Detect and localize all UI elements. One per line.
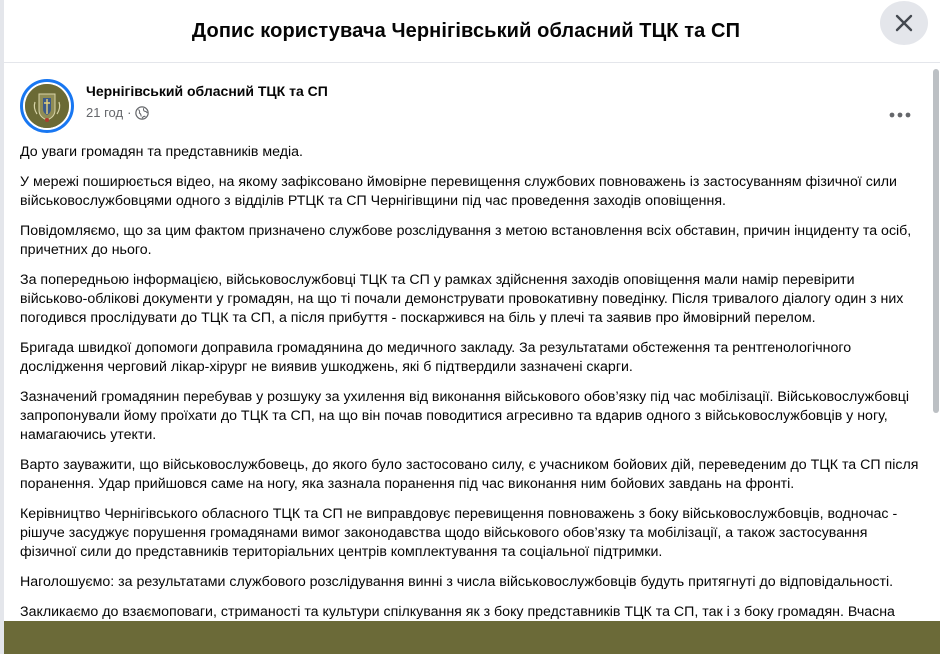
close-button[interactable] bbox=[880, 1, 928, 45]
post-paragraph: До уваги громадян та представників медіа. bbox=[20, 144, 303, 160]
avatar[interactable] bbox=[20, 79, 74, 133]
post-paragraph: У мережі поширюється відео, на якому зафіксовано ймовірне перевищення службових повноважень із застосуванням фізичної сили військовослужбовцями одного з відділів РТЦК та СП Чернігівщини під час проведення заходів оповіщення. bbox=[20, 174, 897, 209]
post-paragraph: Варто зауважити, що військовослужбовець, до якого було застосовано силу, є учасником бойових дій, переведеним до ТЦК та СП після поранення. Удар прийшовся саме на ногу, яка зазнала поранення під час виконання ним бойових завдань на фронті. bbox=[20, 457, 919, 492]
globe-icon bbox=[135, 106, 149, 120]
post-paragraph: Закликаємо до взаємоповаги, стриманості та культури спілкування як з боку представників ТЦК та СП, так і з боку громадян. Вчасна bbox=[20, 604, 895, 620]
post bbox=[4, 63, 932, 654]
emblem-icon bbox=[25, 84, 69, 128]
close-icon bbox=[894, 13, 914, 33]
post-paragraph: Повідомляємо, що за цим фактом призначено службове розслідування з метою встановлення всіх обставин, причин інциденту та осіб, причетних до нього. bbox=[20, 223, 912, 258]
post-header bbox=[20, 79, 920, 135]
more-options-button[interactable] bbox=[882, 97, 918, 133]
post-paragraph: Бригада швидкої допомоги доправила громадянина до медичного закладу. За результатами обстеження та рентгенологічного дослідження черговий лікар-хірург не виявив ушкоджень, які б підтвердили зазначені скарги. bbox=[20, 340, 852, 375]
post-dialog bbox=[4, 0, 940, 654]
author-name[interactable]: Чернігівський обласний ТЦК та СП bbox=[86, 83, 328, 99]
post-image[interactable] bbox=[4, 621, 940, 654]
post-meta bbox=[86, 105, 149, 120]
post-paragraph: Наголошуємо: за результатами службового розслідування винні з числа військовослужбовців будуть притягнуті до відповідальності. bbox=[20, 574, 894, 590]
post-time[interactable]: 21 год bbox=[86, 105, 124, 120]
post-paragraph: Керівництво Чернігівського обласного ТЦК та СП не виправдовує перевищення повноважень з боку військовослужбовців, водночас - рішуче засуджує порушення громадянами вимог законодавства щодо військового обов’язку та мобілізації, а також застосування фізичної сили до представників територіальних центрів комплектування та соціальної підтримки. bbox=[20, 506, 898, 560]
meta-separator: · bbox=[127, 105, 132, 120]
more-horizontal-icon bbox=[888, 111, 912, 119]
dialog-title: Допис користувача Чернігівський обласний ТЦК та СП bbox=[191, 19, 741, 42]
scrollbar-thumb[interactable] bbox=[933, 69, 939, 413]
post-paragraph: Зазначений громадянин перебував у розшуку за ухилення від виконання військового обов’язку під час мобілізації. Військовослужбовці запропонували йому проїхати до ТЦК та СП, на що він почав поводитися агресивно та вдарив одного з військовослужбовців у ногу, намагаючись утекти. bbox=[20, 389, 910, 443]
post-paragraph: За попередньою інформацією, військовослужбовці ТЦК та СП у рамках здійснення заходів оповіщення мали намір перевірити військово-облікові документи у громадян, на що ті почали демонструвати провокативну поведінку. Після тривалого діалогу один з них погодився прослідувати до ТЦК та СП, а після прибуття - поскаржився на біль у плечі та заявив про ймовірний перелом. bbox=[20, 272, 904, 326]
scrollbar[interactable] bbox=[932, 63, 940, 654]
post-text bbox=[20, 143, 925, 652]
dialog-header bbox=[4, 0, 940, 63]
